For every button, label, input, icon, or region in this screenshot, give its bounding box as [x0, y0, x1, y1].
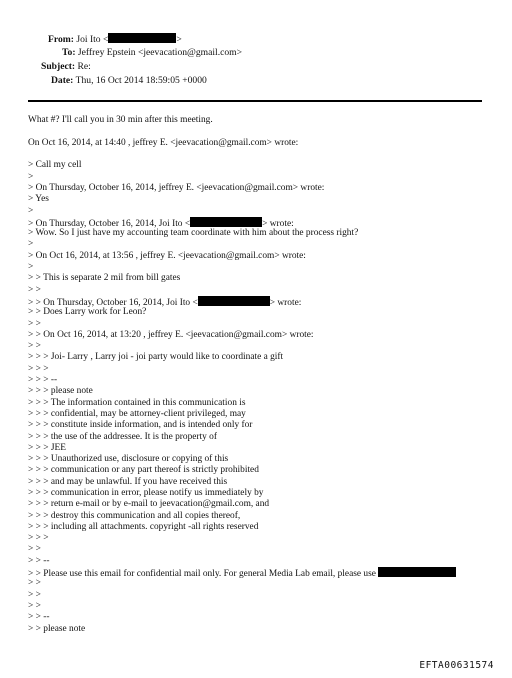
- body-line: > > > The information contained in this communication is: [28, 397, 246, 408]
- body-line: > > > the use of the addressee. It is the property of: [28, 431, 217, 442]
- body-line: > > > including all attachments. copyright -all rights reserved: [28, 521, 259, 532]
- body-line: > > > confidential, may be attorney-client privileged, may: [28, 408, 246, 419]
- body-line: > Wow. So I just have my accounting team coordinate with him about the process right?: [28, 228, 359, 239]
- to-value: Jeffrey Epstein <jeevacation@gmail.com>: [77, 47, 243, 58]
- body-line: > > > communication or any part thereof is strictly prohibited: [28, 465, 259, 476]
- body-line: > > > communication in error, please notify us immediately by: [28, 487, 264, 498]
- body-line: > > > please note: [28, 386, 93, 397]
- body-line: > >: [28, 341, 41, 352]
- body-line: > > >: [28, 533, 49, 544]
- body-line: > Call my cell: [28, 160, 82, 171]
- body-line: > > --: [28, 555, 50, 566]
- body-line: >: [28, 171, 34, 182]
- body-line: > > > return e-mail or by e-mail to jeevacation@gmail.com, and: [28, 499, 270, 510]
- body-text: > > On Thursday, October 16, 2014, Joi Ito <: [28, 297, 198, 308]
- body-line: > > > Joi- Larry , Larry joi - joi party would like to coordinate a gift: [28, 352, 284, 363]
- body-line: What #? I'll call you in 30 min after this meeting.: [28, 115, 213, 125]
- date-label: Date:: [51, 75, 74, 86]
- subject-label: Subject:: [41, 61, 76, 72]
- from-tail: >: [176, 34, 182, 45]
- body-line: > > > --: [28, 375, 58, 386]
- body-line: [28, 296, 498, 307]
- body-line: > > > JEE: [28, 442, 66, 453]
- to-label: To:: [62, 47, 76, 58]
- body-line: >: [28, 239, 34, 250]
- redaction-bar: [198, 296, 270, 306]
- body-line: > > On Oct 16, 2014, at 13:20 , jeffrey E. <jeevacation@gmail.com> wrote:: [28, 329, 314, 340]
- body-line: >: [28, 205, 34, 216]
- date-value: Thu, 16 Oct 2014 18:59:05 +0000: [75, 75, 207, 86]
- body-line: > > > destroy this communication and all copies thereof,: [28, 510, 241, 521]
- from-label: From:: [48, 34, 74, 45]
- body-line: > >: [28, 600, 41, 611]
- body-line: > >: [28, 284, 41, 295]
- bates-number: EFTA00631574: [419, 660, 494, 671]
- body-line: > > This is separate 2 mil from bill gates: [28, 273, 181, 284]
- body-line: >: [28, 262, 34, 273]
- body-text: > On Thursday, October 16, 2014, Joi Ito <: [28, 218, 191, 229]
- from-row: [48, 33, 182, 46]
- body-line: > > > Unauthorized use, disclosure or copying of this: [28, 454, 229, 465]
- body-line: > >: [28, 318, 41, 329]
- body-line: [28, 217, 498, 228]
- subject-row: [41, 61, 91, 73]
- redaction-bar: [190, 217, 262, 227]
- body-line: > >: [28, 589, 41, 600]
- to-row: [62, 47, 242, 59]
- from-value: Joi Ito <: [76, 34, 109, 45]
- body-line: On Oct 16, 2014, at 14:40 , jeffrey E. <jeevacation@gmail.com> wrote:: [28, 137, 299, 148]
- body-line: > > Does Larry work for Leon?: [28, 307, 147, 318]
- body-line: > On Oct 16, 2014, at 13:56 , jeffrey E. <jeevacation@gmail.com> wrote:: [28, 250, 306, 261]
- date-row: [51, 75, 207, 87]
- body-line: > >: [28, 578, 41, 589]
- body-text: > wrote:: [269, 297, 302, 308]
- email-body: [28, 115, 498, 635]
- body-line: > On Thursday, October 16, 2014, jeffrey E. <jeevacation@gmail.com> wrote:: [28, 182, 325, 193]
- body-text: > wrote:: [262, 218, 294, 229]
- body-line: > > --: [28, 612, 50, 623]
- body-line: > > > constitute inside information, and is intended only for: [28, 420, 253, 431]
- body-line: > > > and may be unlawful. If you have received this: [28, 476, 228, 487]
- body-line: > > please note: [28, 623, 86, 634]
- header-divider: [28, 100, 482, 102]
- redaction-bar: [378, 567, 456, 577]
- body-line: > > >: [28, 363, 49, 374]
- body-line: [28, 567, 498, 578]
- redaction-bar: [108, 33, 176, 43]
- subject-value: Re:: [77, 61, 91, 72]
- body-text: > > Please use this email for confidential mail only. For general Media Lab email, please use: [28, 569, 376, 580]
- body-line: > Yes: [28, 194, 49, 205]
- body-line: > >: [28, 544, 41, 555]
